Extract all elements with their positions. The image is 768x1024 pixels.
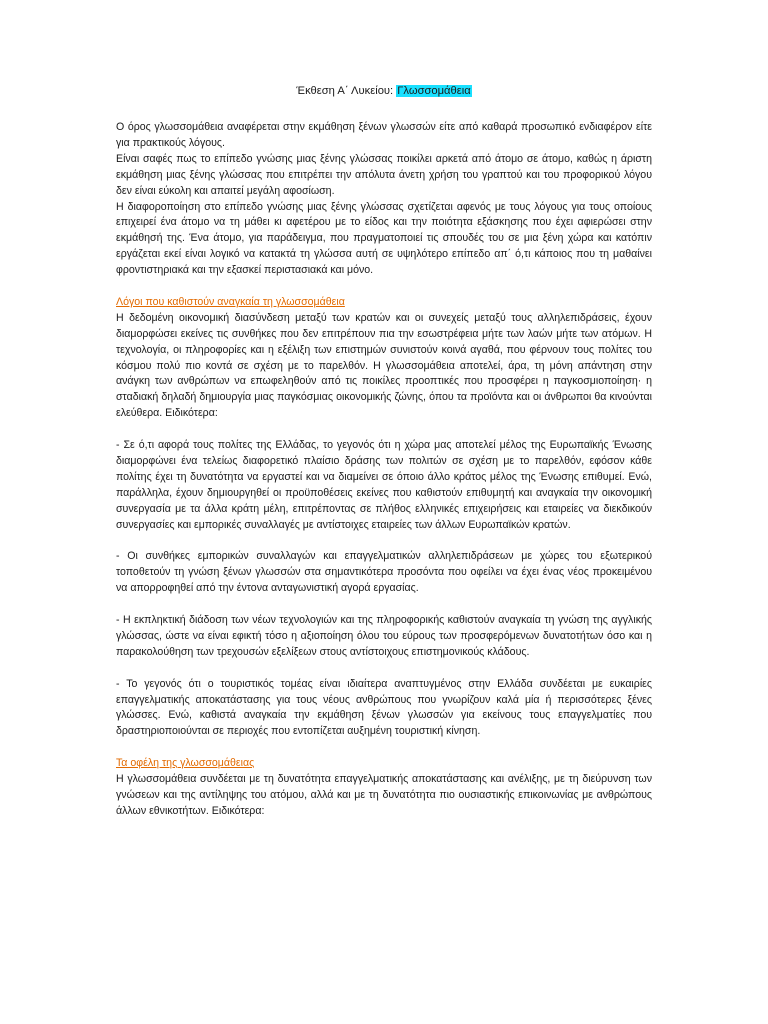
document-body	[116, 120, 652, 820]
spacer	[116, 279, 652, 295]
spacer	[116, 422, 652, 438]
intro-paragraph-3: Η διαφοροποίηση στο επίπεδο γνώσης μιας ξένης γλώσσας σχετίζεται αφενός με τους λόγους για τους οποίους επιχειρεί ένα άτομο να τη μάθει κι αφετέρου με το είδος και την ποιότητα εξάσκησης που έχει αφιερώσει στην εκμάθησή της. Ένα άτομο, για παράδειγμα, που πραγματοποιεί τις σπουδές του σε μια ξένη χώρα και κατόπιν εργάζεται εκεί είναι λογικό να κατακτά τη γλώσσα αυτή σε υψηλότερο επίπεδο απ΄ ό,τι κάποιος που τη μαθαίνει φροντιστηριακά και την εξασκεί περιστασιακά και μόνο.	[116, 200, 652, 277]
title-prefix: Έκθεση Α΄ Λυκείου:	[296, 85, 397, 97]
intro-paragraph-2: Είναι σαφές πως το επίπεδο γνώσης μιας ξένης γλώσσας ποικίλει αρκετά από άτομο σε άτομο, καθώς η άριστη εκμάθηση μιας ξένης γλώσσας που επιτρέπει την απόλυτα άνετη χρήση του γραπτού και του προφορικού λόγου δεν είναι εύκολη και απαιτεί μεγάλη αφοσίωση.	[116, 152, 652, 197]
section-reasons-intro: Η δεδομένη οικονομική διασύνδεση μεταξύ των κρατών και οι συνεχείς μεταξύ τους αλληλεπιδράσεις, έχουν διαμορφώσει εκείνες τις συνθήκες που δεν επιτρέπουν πια την εσωστρέφεια μήτε των λαών μήτε των ατόμων. Η τεχνολογία, οι πληροφορίες και η εξέλιξη των επιστημών συνιστούν κοινά αγαθά, που φέρνουν τους πολίτες του κόσμου πολύ πιο κοντά σε σχέση με το παρελθόν. Η γλωσσομάθεια αποτελεί, άρα, τη μόνη απάντηση στην ανάγκη των ανθρώπων να επωφεληθούν από τις ποικίλες προοπτικές που προσφέρει η παγκοσμιοποίηση· η σταδιακή δηλαδή δημιουργία μιας παγκόσμιας οικονομικής ζώνης, όπου τα προϊόντα και οι άνθρωποι θα κινούνται ελεύθερα. Ειδικότερα:	[116, 311, 652, 420]
reason-point-3: - Η εκπληκτική διάδοση των νέων τεχνολογιών και της πληροφορικής καθιστούν αναγκαία τη γνώση της αγγλικής γλώσσας, ώστε να είναι εφικτή τόσο η αξιοποίηση όλου του εύρους των προσφερόμενων δυνατοτήτων όσο και η παρακολούθηση των τρεχουσών εξελίξεων στους αντίστοιχους επιστημονικούς κλάδους.	[116, 614, 652, 658]
section-heading-reasons: Λόγοι που καθιστούν αναγκαία τη γλωσσομάθεια	[116, 295, 345, 308]
reason-point-4: - Το γεγονός ότι ο τουριστικός τομέας είναι ιδιαίτερα αναπτυγμένος στην Ελλάδα συνδέεται με ευκαιρίες επαγγελματικής αποκατάστασης για τους νέους ανθρώπους που γνωρίζουν καλά μία ή περισσότερες ξένες γλώσσες. Ενώ, καθιστά αναγκαία την εκμάθηση ξένων γλωσσών για εκείνους τους επαγγελματίες που δραστηριοποιούνται σε περιοχές που εντοπίζεται αυξημένη τουριστική κίνηση.	[116, 677, 652, 738]
reason-point-1: - Σε ό,τι αφορά τους πολίτες της Ελλάδας, το γεγονός ότι η χώρα μας αποτελεί μέλος της Ευρωπαϊκής Ένωσης διαμορφώνει ένα τελείως διαφορετικό πλαίσιο δράσης των πολιτών σε σχέση με το παρελθόν, εφόσον κάθε πολίτης έχει τη δυνατότητα να εργαστεί και να διαμείνει σε όποιο άλλο κράτος μέλος της Ένωσης επιθυμεί. Ενώ, παράλληλα, έχουν δημιουργηθεί οι προϋποθέσεις εκείνες που καθιστούν επιθυμητή και αναγκαία την οικονομική συνεργασία με τα άλλα κράτη μέλη, επιτρέποντας σε πλήθος ελληνικές επιχειρήσεις και εταιρείες να διεκδικούν συνεργασίες και εμπορικές συναλλαγές με αντίστοιχες εταιρείες των άλλων Ευρωπαϊκών κρατών.	[116, 439, 652, 531]
spacer	[116, 534, 652, 550]
title-highlight: Γλωσσομάθεια	[397, 85, 471, 97]
section-heading-benefits: Τα οφέλη της γλωσσομάθειας	[116, 757, 255, 770]
spacer	[116, 661, 652, 677]
spacer	[116, 740, 652, 756]
document-title	[0, 84, 768, 98]
reason-point-2: - Οι συνθήκες εμπορικών συναλλαγών και επαγγελματικών αλληλεπιδράσεων με χώρες του εξωτερικού τοποθετούν τη γνώση ξένων γλωσσών στα σημαντικότερα προσόντα που οφείλει να έχει ένας νέος προκειμένου να απορροφηθεί από την έντονα ανταγωνιστική αγορά εργασίας.	[116, 550, 652, 595]
spacer	[116, 597, 652, 613]
section-benefits-intro: Η γλωσσομάθεια συνδέεται με τη δυνατότητα επαγγελματικής αποκατάστασης και ανέλιξης, με τη διεύρυνση των γνώσεων και της αντίληψης του ατόμου, αλλά και με τη δυνατότητα πιο ουσιαστικής επικοινωνίας με ανθρώπους άλλων εθνικοτήτων. Ειδικότερα:	[116, 773, 652, 817]
intro-paragraph-1: Ο όρος γλωσσομάθεια αναφέρεται στην εκμάθηση ξένων γλωσσών είτε από καθαρά προσωπικό ενδιαφέρον είτε για πρακτικούς λόγους.	[116, 121, 652, 149]
